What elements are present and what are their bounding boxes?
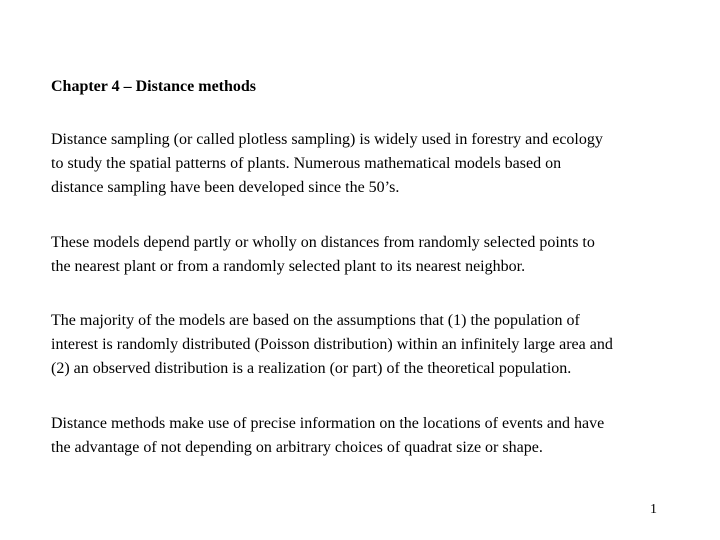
paragraph-line: to study the spatial patterns of plants. Numerous mathematical models based on	[51, 155, 562, 172]
paragraph-distance-methods-advantage	[51, 412, 604, 460]
paragraph-line: Distance sampling (or called plotless sampling) is widely used in forestry and ecology	[51, 131, 603, 148]
paragraph-models-depend	[51, 231, 595, 279]
paragraph-line: the advantage of not depending on arbitrary choices of quadrat size or shape.	[51, 439, 543, 456]
chapter-title: Chapter 4 – Distance methods	[51, 78, 257, 95]
page-number: 1	[650, 502, 657, 517]
paragraph-line: the nearest plant or from a randomly selected plant to its nearest neighbor.	[51, 258, 526, 275]
paragraph-distance-sampling-intro	[51, 128, 603, 200]
paragraph-line: The majority of the models are based on the assumptions that (1) the population of	[51, 312, 580, 329]
paragraph-line: interest is randomly distributed (Poisson distribution) within an infinitely large area and	[51, 336, 613, 353]
paragraph-line: distance sampling have been developed since the 50’s.	[51, 179, 400, 196]
paragraph-line: (2) an observed distribution is a realization (or part) of the theoretical population.	[51, 360, 572, 377]
paragraph-line: These models depend partly or wholly on distances from randomly selected points to	[51, 234, 595, 251]
paragraph-model-assumptions	[51, 309, 613, 381]
paragraph-line: Distance methods make use of precise information on the locations of events and have	[51, 415, 605, 432]
